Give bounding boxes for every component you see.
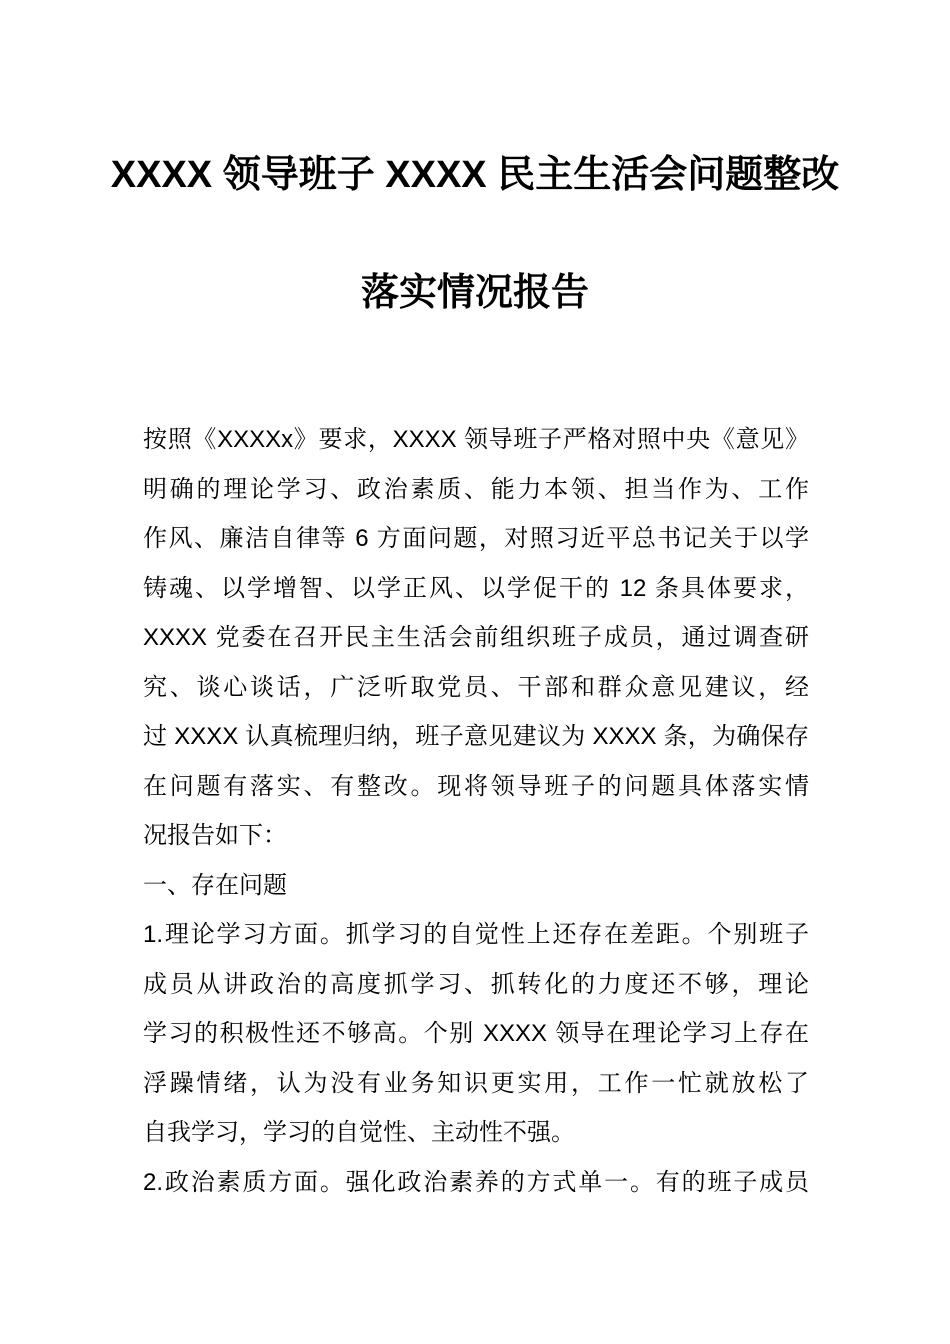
body-line: 铸魂、以学增智、以学正风、以学促干的 12 条具体要求，: [143, 574, 809, 602]
body-line: 成员从讲政治的高度抓学习、抓转化的力度还不够，理论: [143, 970, 809, 998]
body-line: 学习的积极性还不够高。个别 XXXX 领导在理论学习上存在: [143, 1020, 809, 1047]
document-body: [143, 415, 809, 1207]
body-line: 1.理论学习方面。抓学习的自觉性上还存在差距。个别班子: [143, 921, 809, 948]
body-line: 浮躁情绪，认为没有业务知识更实用，工作一忙就放松了: [143, 1069, 809, 1097]
body-line: 自我学习，学习的自觉性、主动性不强。: [143, 1119, 575, 1146]
body-line: 2.政治素质方面。强化政治素养的方式单一。有的班子成员: [143, 1168, 809, 1196]
body-line: XXXX 党委在召开民主生活会前组织班子成员，通过调查研: [143, 624, 809, 651]
body-line: 作风、廉洁自律等 6 方面问题，对照习近平总书记关于以学: [143, 525, 809, 552]
document-title-line-2: 落实情况报告: [360, 272, 589, 314]
body-line: 明确的理论学习、政治素质、能力本领、担当作为、工作: [143, 475, 809, 503]
body-line: 在问题有落实、有整改。现将领导班子的问题具体落实情: [143, 772, 809, 800]
body-line: 况报告如下：: [143, 822, 287, 849]
body-line: 过 XXXX 认真梳理归纳，班子意见建议为 XXXX 条，为确保存: [143, 723, 809, 750]
body-line: 一、存在问题: [143, 871, 287, 899]
body-line: 究、谈心谈话，广泛听取党员、干部和群众意见建议，经: [143, 673, 809, 701]
body-line: 按照《XXXXx》要求，XXXX 领导班子严格对照中央《意见》: [143, 426, 809, 453]
document-title-line-1: XXXX 领导班子 XXXX 民主生活会问题整改: [110, 154, 840, 196]
